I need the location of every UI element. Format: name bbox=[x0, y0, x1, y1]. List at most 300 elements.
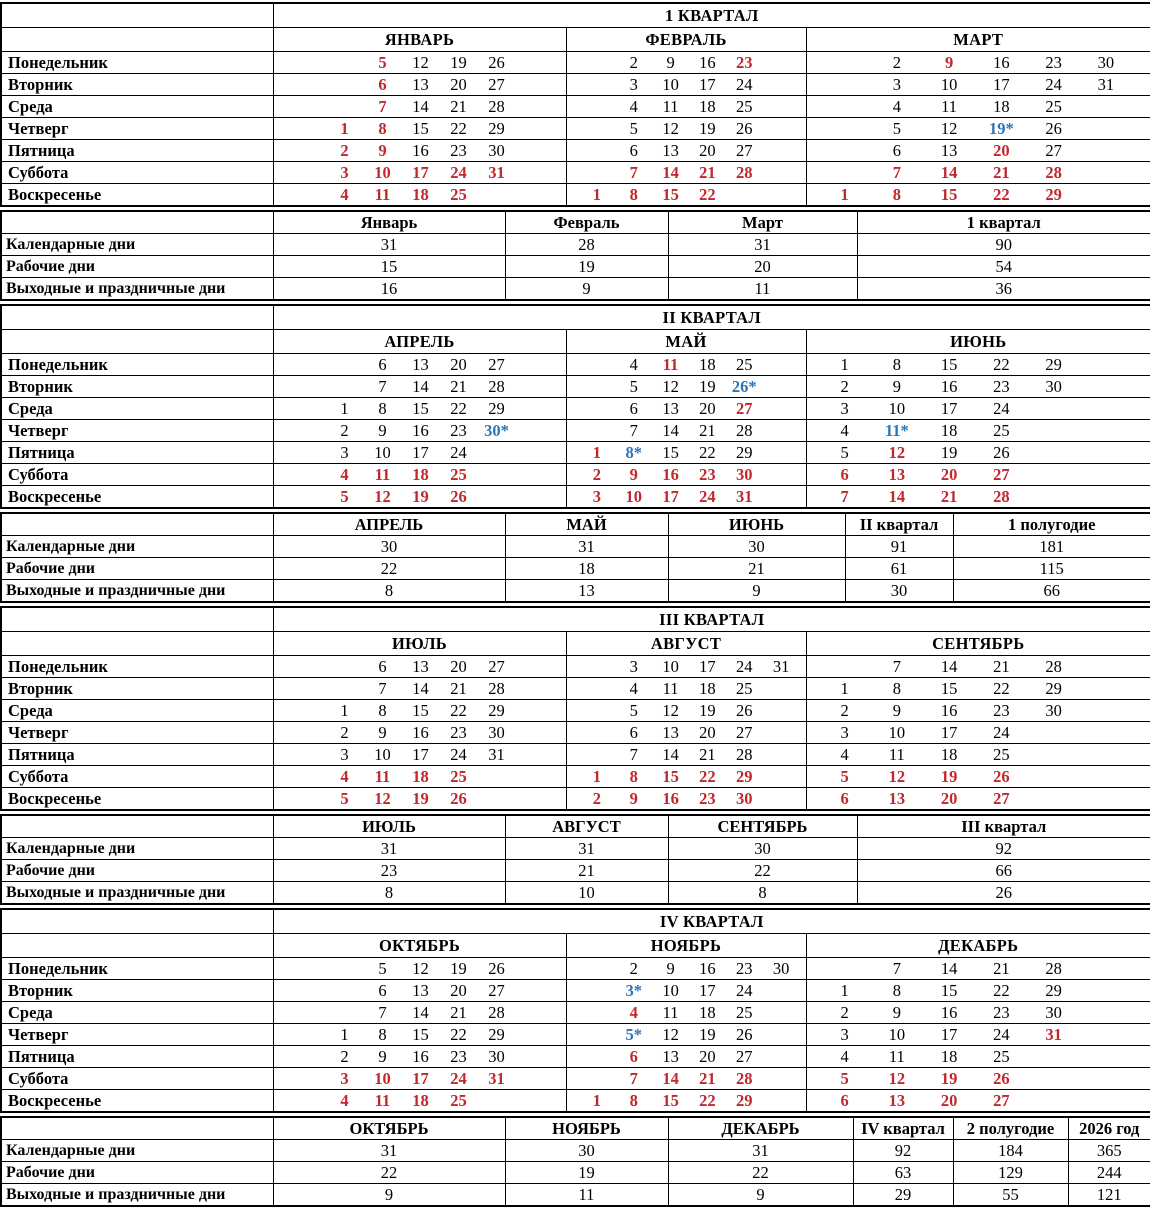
summary-value: 30 bbox=[273, 536, 505, 558]
workday-number: 13 bbox=[940, 141, 958, 160]
workday-number: 12 bbox=[662, 701, 679, 720]
workday-number: 25 bbox=[993, 421, 1010, 440]
month-week-cells bbox=[566, 700, 806, 722]
month-week-cells bbox=[806, 486, 1150, 509]
workday-number: 30 bbox=[772, 959, 790, 978]
weekday-label: Понедельник bbox=[1, 656, 273, 678]
weekday-label: Вторник bbox=[1, 980, 273, 1002]
weekday-label: Суббота bbox=[1, 162, 273, 184]
workday-number: 10 bbox=[662, 75, 679, 94]
summary-data-row bbox=[1, 882, 1150, 905]
holiday-day-number: 15 bbox=[662, 1091, 679, 1110]
workday-number: 14 bbox=[412, 1003, 429, 1022]
summary-value: 9 bbox=[505, 278, 668, 301]
holiday-day-number: 21 bbox=[699, 163, 716, 182]
weekday-label: Пятница bbox=[1, 744, 273, 766]
workday-number: 1 bbox=[340, 399, 349, 418]
workday-number: 3 bbox=[340, 443, 349, 462]
summary-header-row bbox=[1, 513, 1150, 536]
holiday-day-number: 9 bbox=[945, 53, 954, 72]
holiday-day-number: 2 bbox=[592, 465, 602, 484]
month-week-cells bbox=[806, 980, 1150, 1002]
workday-number: 21 bbox=[699, 745, 716, 764]
month-week-cells bbox=[273, 980, 566, 1002]
month-week-cells bbox=[566, 1024, 806, 1046]
summary-value: 115 bbox=[953, 558, 1150, 580]
summary-value: 66 bbox=[857, 860, 1150, 882]
workday-number: 16 bbox=[699, 959, 716, 978]
summary-data-row bbox=[1, 860, 1150, 882]
summary-row-label: Выходные и праздничные дни bbox=[1, 580, 273, 603]
month-week-cells bbox=[273, 376, 566, 398]
workday-number: 20 bbox=[699, 1047, 716, 1066]
holiday-day-number: 9 bbox=[629, 789, 638, 808]
month-week-cells bbox=[566, 118, 806, 140]
workday-number: 12 bbox=[662, 1025, 679, 1044]
holiday-day-number: 6 bbox=[840, 1091, 849, 1110]
holiday-day-number: 18 bbox=[412, 185, 429, 204]
holiday-day-number: 19 bbox=[412, 487, 429, 506]
summary-header-row bbox=[1, 1117, 1150, 1140]
month-header: ОКТЯБРЬ bbox=[273, 934, 566, 958]
workday-number: 5 bbox=[629, 377, 638, 396]
summary-value: 16 bbox=[273, 278, 505, 301]
summary-col-header: 2 полугодие bbox=[953, 1117, 1068, 1140]
workday-number: 10 bbox=[662, 657, 679, 676]
workday-number: 28 bbox=[735, 745, 753, 764]
summary-value: 21 bbox=[505, 860, 668, 882]
workday-number: 2 bbox=[340, 1047, 349, 1066]
summary-blank-cell bbox=[1, 815, 273, 838]
workday-number: 12 bbox=[412, 959, 429, 978]
month-week-cells bbox=[566, 442, 806, 464]
workday-number: 6 bbox=[629, 399, 638, 418]
month-week-cells bbox=[273, 744, 566, 766]
workday-number: 5 bbox=[629, 119, 638, 138]
workday-number: 2 bbox=[629, 959, 638, 978]
holiday-day-number: 4 bbox=[340, 465, 349, 484]
summary-row-label: Выходные и праздничные дни bbox=[1, 278, 273, 301]
holiday-day-number: 9 bbox=[378, 141, 387, 160]
holiday-day-number: 27 bbox=[993, 789, 1010, 808]
quarter-title-row bbox=[1, 305, 1150, 330]
weekday-label: Воскресенье bbox=[1, 1090, 273, 1113]
workday-number: 24 bbox=[735, 75, 753, 94]
workday-number: 25 bbox=[735, 679, 753, 698]
workday-number: 25 bbox=[735, 355, 753, 374]
workday-number: 27 bbox=[1045, 141, 1062, 160]
holiday-day-number: 20 bbox=[940, 1091, 958, 1110]
weekday-label: Понедельник bbox=[1, 354, 273, 376]
workday-number: 17 bbox=[412, 443, 429, 462]
holiday-day-number: 31 bbox=[488, 1069, 505, 1088]
holiday-day-number: 6 bbox=[840, 789, 849, 808]
summary-row-label: Выходные и праздничные дни bbox=[1, 882, 273, 905]
month-week-cells bbox=[806, 678, 1150, 700]
summary-col-header: ДЕКАБРЬ bbox=[668, 1117, 853, 1140]
workday-number: 2 bbox=[840, 1003, 849, 1022]
workday-number: 16 bbox=[412, 141, 429, 160]
holiday-day-number: 25 bbox=[450, 1091, 467, 1110]
holiday-day-number: 4 bbox=[340, 185, 349, 204]
workday-number: 5 bbox=[378, 959, 387, 978]
holiday-day-number: 8 bbox=[629, 1091, 638, 1110]
month-week-cells bbox=[273, 788, 566, 811]
holiday-day-number: 25 bbox=[450, 767, 467, 786]
workday-number: 30 bbox=[1045, 1003, 1062, 1022]
summary-data-row bbox=[1, 234, 1150, 256]
weekday-row bbox=[1, 700, 1150, 722]
workday-number: 22 bbox=[993, 679, 1010, 698]
summary-col-header: ИЮНЬ bbox=[668, 513, 845, 536]
workday-number: 9 bbox=[378, 723, 387, 742]
holiday-day-number: 18 bbox=[412, 465, 429, 484]
summary-value: 26 bbox=[857, 882, 1150, 905]
summary-value: 21 bbox=[668, 558, 845, 580]
workday-number: 30 bbox=[1097, 53, 1115, 72]
month-week-cells bbox=[806, 958, 1150, 980]
workday-number: 31 bbox=[772, 657, 790, 676]
holiday-day-number: 10 bbox=[374, 1069, 391, 1088]
summary-col-header: ИЮЛЬ bbox=[273, 815, 505, 838]
holiday-day-number: 11 bbox=[374, 767, 391, 786]
workday-number: 23 bbox=[1045, 53, 1062, 72]
preholiday-day-number: 26* bbox=[731, 377, 757, 396]
month-week-cells bbox=[273, 678, 566, 700]
holiday-day-number: 3 bbox=[340, 1069, 349, 1088]
corner-blank-cell bbox=[1, 934, 273, 958]
holiday-day-number: 10 bbox=[374, 163, 391, 182]
summary-value: 121 bbox=[1068, 1184, 1150, 1207]
workday-number: 17 bbox=[940, 723, 958, 742]
quarter-3-calendar-table bbox=[0, 606, 1150, 811]
summary-value: 30 bbox=[505, 1140, 668, 1162]
month-week-cells bbox=[806, 74, 1150, 96]
workday-number: 13 bbox=[662, 399, 679, 418]
weekday-row bbox=[1, 1068, 1150, 1090]
month-week-cells bbox=[273, 96, 566, 118]
workday-number: 10 bbox=[940, 75, 958, 94]
weekday-row bbox=[1, 1002, 1150, 1024]
summary-value: 31 bbox=[273, 838, 505, 860]
workday-number: 28 bbox=[735, 421, 753, 440]
workday-number: 19 bbox=[699, 1025, 716, 1044]
summary-value: 28 bbox=[505, 234, 668, 256]
holiday-day-number: 10 bbox=[625, 487, 642, 506]
workday-number: 18 bbox=[699, 1003, 716, 1022]
workday-number: 21 bbox=[450, 377, 467, 396]
workday-number: 14 bbox=[940, 657, 958, 676]
workday-number: 17 bbox=[699, 981, 716, 1000]
weekday-row bbox=[1, 96, 1150, 118]
holiday-day-number: 22 bbox=[699, 185, 716, 204]
workday-number: 6 bbox=[629, 723, 638, 742]
holiday-day-number: 11 bbox=[662, 355, 679, 374]
workday-number: 23 bbox=[735, 959, 753, 978]
workday-number: 3 bbox=[840, 723, 849, 742]
workday-number: 12 bbox=[940, 119, 958, 138]
workday-number: 7 bbox=[892, 657, 901, 676]
weekday-label: Четверг bbox=[1, 722, 273, 744]
month-week-cells bbox=[273, 958, 566, 980]
weekday-row bbox=[1, 52, 1150, 74]
workday-number: 24 bbox=[735, 981, 753, 1000]
weekday-label: Понедельник bbox=[1, 52, 273, 74]
workday-number: 19 bbox=[940, 443, 958, 462]
workday-number: 18 bbox=[699, 97, 716, 116]
summary-value: 9 bbox=[668, 580, 845, 603]
workday-number: 26 bbox=[488, 959, 505, 978]
month-header: СЕНТЯБРЬ bbox=[806, 632, 1150, 656]
holiday-day-number: 29 bbox=[735, 767, 753, 786]
workday-number: 26 bbox=[993, 443, 1010, 462]
holiday-day-number: 21 bbox=[940, 487, 958, 506]
workday-number: 19 bbox=[699, 701, 716, 720]
workday-number: 18 bbox=[993, 97, 1010, 116]
workday-number: 20 bbox=[450, 355, 467, 374]
summary-row-label: Календарные дни bbox=[1, 536, 273, 558]
workday-number: 21 bbox=[993, 959, 1010, 978]
holiday-day-number: 11 bbox=[374, 1091, 391, 1110]
holiday-day-number: 27 bbox=[735, 399, 753, 418]
workday-number: 4 bbox=[629, 355, 638, 374]
workday-number: 5 bbox=[629, 701, 638, 720]
workday-number: 29 bbox=[488, 399, 505, 418]
holiday-day-number: 17 bbox=[412, 1069, 429, 1088]
holiday-day-number: 11 bbox=[374, 185, 391, 204]
weekday-row bbox=[1, 464, 1150, 486]
workday-number: 21 bbox=[993, 657, 1010, 676]
holiday-day-number: 1 bbox=[840, 185, 849, 204]
month-week-cells bbox=[566, 420, 806, 442]
workday-number: 8 bbox=[892, 679, 901, 698]
month-week-cells bbox=[273, 656, 566, 678]
month-week-cells bbox=[806, 442, 1150, 464]
summary-col-header: Март bbox=[668, 211, 857, 234]
holiday-day-number: 12 bbox=[888, 767, 906, 786]
workday-number: 23 bbox=[450, 421, 467, 440]
month-header-row bbox=[1, 934, 1150, 958]
summary-value: 31 bbox=[505, 838, 668, 860]
summary-data-row bbox=[1, 1162, 1150, 1184]
summary-data-row bbox=[1, 1184, 1150, 1207]
holiday-day-number: 4 bbox=[340, 1091, 349, 1110]
month-week-cells bbox=[566, 354, 806, 376]
workday-number: 9 bbox=[892, 377, 901, 396]
workday-number: 15 bbox=[940, 679, 958, 698]
workday-number: 27 bbox=[735, 723, 753, 742]
summary-value: 63 bbox=[853, 1162, 953, 1184]
quarter-title: II КВАРТАЛ bbox=[273, 305, 1150, 330]
month-week-cells bbox=[273, 420, 566, 442]
summary-data-row bbox=[1, 536, 1150, 558]
summary-row-label: Рабочие дни bbox=[1, 860, 273, 882]
month-week-cells bbox=[566, 1002, 806, 1024]
summary-row-label: Календарные дни bbox=[1, 838, 273, 860]
summary-col-header: II квартал bbox=[845, 513, 953, 536]
weekday-label: Воскресенье bbox=[1, 184, 273, 207]
month-week-cells bbox=[806, 656, 1150, 678]
holiday-day-number: 15 bbox=[662, 185, 679, 204]
workday-number: 2 bbox=[340, 421, 349, 440]
month-week-cells bbox=[566, 140, 806, 162]
holiday-day-number: 12 bbox=[888, 443, 906, 462]
month-week-cells bbox=[273, 52, 566, 74]
workday-number: 23 bbox=[993, 701, 1010, 720]
holiday-day-number: 30 bbox=[735, 789, 753, 808]
workday-number: 22 bbox=[993, 981, 1010, 1000]
corner-blank-cell bbox=[1, 3, 273, 28]
workday-number: 24 bbox=[993, 1025, 1010, 1044]
holiday-day-number: 20 bbox=[940, 465, 958, 484]
summary-data-row bbox=[1, 580, 1150, 603]
workday-number: 11 bbox=[662, 97, 679, 116]
workday-number: 25 bbox=[1045, 97, 1062, 116]
holiday-day-number: 27 bbox=[993, 465, 1010, 484]
month-week-cells bbox=[806, 118, 1150, 140]
holiday-day-number: 28 bbox=[1045, 163, 1062, 182]
workday-number: 3 bbox=[629, 75, 638, 94]
summary-col-header: МАЙ bbox=[505, 513, 668, 536]
workday-number: 2 bbox=[629, 53, 638, 72]
holiday-day-number: 12 bbox=[374, 789, 391, 808]
workday-number: 15 bbox=[412, 119, 429, 138]
month-week-cells bbox=[566, 788, 806, 811]
weekday-row bbox=[1, 162, 1150, 184]
weekday-label: Суббота bbox=[1, 766, 273, 788]
corner-blank-cell bbox=[1, 28, 273, 52]
holiday-day-number: 26 bbox=[450, 487, 467, 506]
holiday-day-number: 22 bbox=[699, 767, 716, 786]
summary-blank-cell bbox=[1, 211, 273, 234]
summary-value: 31 bbox=[273, 234, 505, 256]
summary-value: 9 bbox=[273, 1184, 505, 1207]
workday-number: 23 bbox=[993, 1003, 1010, 1022]
summary-data-row bbox=[1, 278, 1150, 301]
summary-value: 10 bbox=[505, 882, 668, 905]
workday-number: 13 bbox=[412, 981, 429, 1000]
summary-value: 29 bbox=[853, 1184, 953, 1207]
month-header: ДЕКАБРЬ bbox=[806, 934, 1150, 958]
summary-value: 15 bbox=[273, 256, 505, 278]
summary-col-header: 1 квартал bbox=[857, 211, 1150, 234]
workday-number: 8 bbox=[892, 355, 901, 374]
summary-value: 129 bbox=[953, 1162, 1068, 1184]
workday-number: 1 bbox=[340, 701, 349, 720]
workday-number: 8 bbox=[892, 981, 901, 1000]
summary-col-header: ОКТЯБРЬ bbox=[273, 1117, 505, 1140]
holiday-day-number: 7 bbox=[629, 163, 638, 182]
workday-number: 9 bbox=[378, 421, 387, 440]
month-week-cells bbox=[273, 722, 566, 744]
preholiday-day-number: 19* bbox=[989, 119, 1014, 138]
preholiday-day-number: 11* bbox=[884, 421, 909, 440]
month-week-cells bbox=[273, 1024, 566, 1046]
summary-col-header: СЕНТЯБРЬ bbox=[668, 815, 857, 838]
weekday-row bbox=[1, 958, 1150, 980]
holiday-day-number: 13 bbox=[888, 789, 906, 808]
holiday-day-number: 1 bbox=[592, 767, 602, 786]
workday-number: 21 bbox=[450, 1003, 467, 1022]
workday-number: 7 bbox=[892, 959, 901, 978]
workday-number: 28 bbox=[488, 377, 505, 396]
workday-number: 29 bbox=[488, 119, 505, 138]
weekday-label: Суббота bbox=[1, 464, 273, 486]
quarter-title: 1 КВАРТАЛ bbox=[273, 3, 1150, 28]
holiday-day-number: 12 bbox=[374, 487, 391, 506]
summary-value: 31 bbox=[505, 536, 668, 558]
month-header: АПРЕЛЬ bbox=[273, 330, 566, 354]
summary-value: 22 bbox=[668, 1162, 853, 1184]
corner-blank-cell bbox=[1, 607, 273, 632]
workday-number: 24 bbox=[993, 723, 1010, 742]
corner-blank-cell bbox=[1, 330, 273, 354]
workday-number: 24 bbox=[1045, 75, 1062, 94]
workday-number: 7 bbox=[629, 745, 638, 764]
month-week-cells bbox=[273, 1002, 566, 1024]
summary-value: 31 bbox=[668, 234, 857, 256]
summary-value: 22 bbox=[273, 1162, 505, 1184]
summary-value: 61 bbox=[845, 558, 953, 580]
workday-number: 6 bbox=[378, 657, 387, 676]
month-week-cells bbox=[566, 958, 806, 980]
holiday-day-number: 28 bbox=[993, 487, 1010, 506]
workday-number: 30 bbox=[1045, 701, 1062, 720]
weekday-row bbox=[1, 1024, 1150, 1046]
holiday-day-number: 15 bbox=[662, 767, 679, 786]
summary-value: 30 bbox=[668, 838, 857, 860]
holiday-day-number: 19 bbox=[940, 1069, 958, 1088]
month-week-cells bbox=[273, 354, 566, 376]
month-week-cells bbox=[806, 184, 1150, 207]
quarter-title: IV КВАРТАЛ bbox=[273, 909, 1150, 934]
workday-number: 9 bbox=[892, 1003, 901, 1022]
summary-value: 36 bbox=[857, 278, 1150, 301]
workday-number: 3 bbox=[840, 399, 849, 418]
month-week-cells bbox=[806, 376, 1150, 398]
summary-value: 22 bbox=[668, 860, 857, 882]
workday-number: 24 bbox=[993, 399, 1010, 418]
workday-number: 17 bbox=[940, 399, 958, 418]
summary-value: 30 bbox=[845, 580, 953, 603]
workday-number: 17 bbox=[412, 745, 429, 764]
workday-number: 16 bbox=[412, 1047, 429, 1066]
holiday-day-number: 20 bbox=[940, 789, 958, 808]
holiday-day-number: 8 bbox=[629, 767, 638, 786]
month-week-cells bbox=[566, 744, 806, 766]
workday-number: 15 bbox=[662, 443, 679, 462]
holiday-day-number: 5 bbox=[340, 487, 349, 506]
weekday-label: Четверг bbox=[1, 1024, 273, 1046]
workday-number: 18 bbox=[940, 421, 958, 440]
month-week-cells bbox=[566, 1090, 806, 1113]
workday-number: 19 bbox=[450, 959, 467, 978]
summary-value: 19 bbox=[505, 256, 668, 278]
summary-value: 66 bbox=[953, 580, 1150, 603]
workday-number: 6 bbox=[629, 141, 638, 160]
workday-number: 15 bbox=[412, 399, 429, 418]
workday-number: 12 bbox=[412, 53, 429, 72]
workday-number: 20 bbox=[450, 75, 467, 94]
weekday-row bbox=[1, 184, 1150, 207]
workday-number: 27 bbox=[735, 1047, 753, 1066]
workday-number: 28 bbox=[488, 679, 505, 698]
month-header: НОЯБРЬ bbox=[566, 934, 806, 958]
summary-data-row bbox=[1, 256, 1150, 278]
workday-number: 8 bbox=[378, 399, 387, 418]
summary-blank-cell bbox=[1, 513, 273, 536]
workday-number: 6 bbox=[378, 355, 387, 374]
